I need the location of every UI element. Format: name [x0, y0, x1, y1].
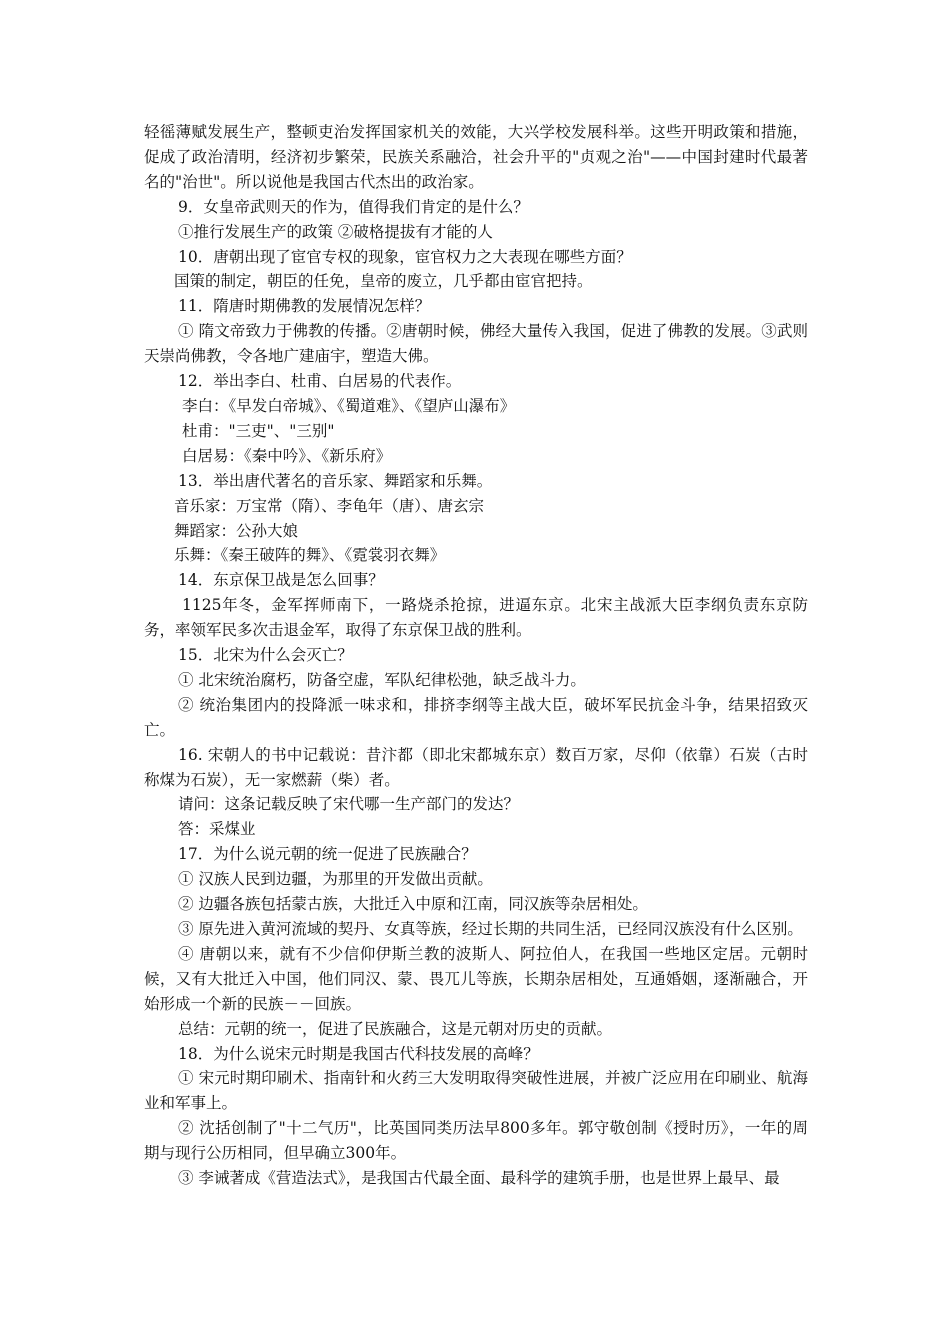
- paragraph-13: 音乐家：万宝常（隋）、李龟年（唐）、唐玄宗: [174, 496, 485, 515]
- paragraph-31: ① 宋元时期印刷术、指南针和火药三大发明取得突破性进展，并被广泛应用在印刷业、航海业和军事上。: [144, 1069, 808, 1113]
- paragraph-26: ② 边疆各族包括蒙古族，大批迁入中原和江南，同汉族等杂居相处。: [178, 895, 648, 914]
- paragraph-15: 乐舞：《秦王破阵的舞》、《霓裳羽衣舞》: [174, 546, 446, 565]
- paragraph-10: 杜甫："三吏"、"三别": [182, 421, 335, 440]
- paragraph-27: ③ 原先进入黄河流域的契丹、女真等族，经过长期的共同生活，已经同汉族没有什么区别。: [178, 920, 803, 938]
- paragraph-30: 18．为什么说宋元时期是我国古代科技发展的高峰？: [178, 1044, 539, 1063]
- paragraph-12: 13．举出唐代著名的音乐家、舞蹈家和乐舞。: [178, 471, 493, 490]
- document-body: [144, 120, 808, 1191]
- paragraph-3: ①推行发展生产的政策 ②破格提拔有才能的人: [178, 222, 493, 241]
- paragraph-2: 9．女皇帝武则天的作为，值得我们肯定的是什么？: [178, 197, 529, 216]
- paragraph-19: ① 北宋统治腐朽，防备空虚，军队纪律松弛，缺乏战斗力。: [178, 670, 586, 689]
- paragraph-16: 14．东京保卫战是怎么回事？: [178, 571, 384, 590]
- paragraph-29: 总结：元朝的统一，促进了民族融合，这是元朝对历史的贡献。: [178, 1019, 613, 1038]
- paragraph-7: ① 隋文帝致力于佛教的传播。②唐朝时候，佛经大量传入我国，促进了佛教的发展。③武则天崇尚佛教，令各地广建庙宇，塑造大佛。: [144, 322, 808, 366]
- paragraph-17: 1125年冬，金军挥师南下，一路烧杀抢掠，进逼东京。北宋主战派大臣李纲负责东京防务，率领军民多次击退金军，取得了东京保卫战的胜利。: [144, 596, 808, 640]
- paragraph-9: 李白：《早发白帝城》、《蜀道难》、《望庐山瀑布》: [182, 396, 516, 415]
- paragraph-20: ② 统治集团内的投降派一味求和，排挤李纲等主战大臣，破坏军民抗金斗争，结果招致灭亡。: [144, 695, 808, 739]
- paragraph-24: 17．为什么说元朝的统一促进了民族融合？: [178, 845, 477, 864]
- paragraph-33: ③ 李诫著成《营造法式》，是我国古代最全面、最科学的建筑手册，也是世界上最早、最: [178, 1169, 780, 1188]
- paragraph-8: 12．举出李白、杜甫、白居易的代表作。: [178, 372, 462, 391]
- paragraph-22: 请问：这条记载反映了宋代哪一生产部门的发达？: [178, 795, 520, 814]
- paragraph-23: 答：采煤业: [178, 820, 256, 839]
- paragraph-5: 国策的制定，朝臣的任免，皇帝的废立，几乎都由宦官把持。: [174, 272, 593, 291]
- paragraph-32: ② 沈括创制了"十二气历"，比英国同类历法早800多年。郭守敬创制《授时历》，一年的周期与现行公历相同，但早确立300年。: [144, 1119, 808, 1163]
- paragraph-4: 10．唐朝出现了宦官专权的现象，宦官权力之大表现在哪些方面？: [178, 247, 632, 266]
- paragraph-1: 轻徭薄赋发展生产，整顿吏治发挥国家机关的效能，大兴学校发展科举。这些开明政策和措施，促成了政治清明，经济初步繁荣，民族关系融洽，社会升平的"贞观之治"——中国封建时代最著名的"治世"。所以说他是我国古代杰出的政治家。: [144, 123, 808, 191]
- paragraph-28: ④ 唐朝以来，就有不少信仰伊斯兰教的波斯人、阿拉伯人，在我国一些地区定居。元朝时候，又有大批迁入中国，他们同汉、蒙、畏兀儿等族，长期杂居相处，互通婚姻，逐渐融合，开始形成一个新的民族－－回族。: [144, 944, 808, 1013]
- paragraph-18: 15．北宋为什么会灭亡？: [178, 646, 353, 665]
- paragraph-14: 舞蹈家：公孙大娘: [174, 521, 299, 540]
- paragraph-11: 白居易：《秦中吟》、《新乐府》: [182, 446, 392, 465]
- paragraph-25: ① 汉族人民到边疆，为那里的开发做出贡献。: [178, 870, 493, 889]
- paragraph-6: 11．隋唐时期佛教的发展情况怎样？: [178, 297, 431, 316]
- paragraph-21: 16. 宋朝人的书中记载说：昔汴都（即北宋都城东京）数百万家，尽仰（依靠）石炭（古时称煤为石炭），无一家燃薪（柴）者。: [144, 745, 808, 789]
